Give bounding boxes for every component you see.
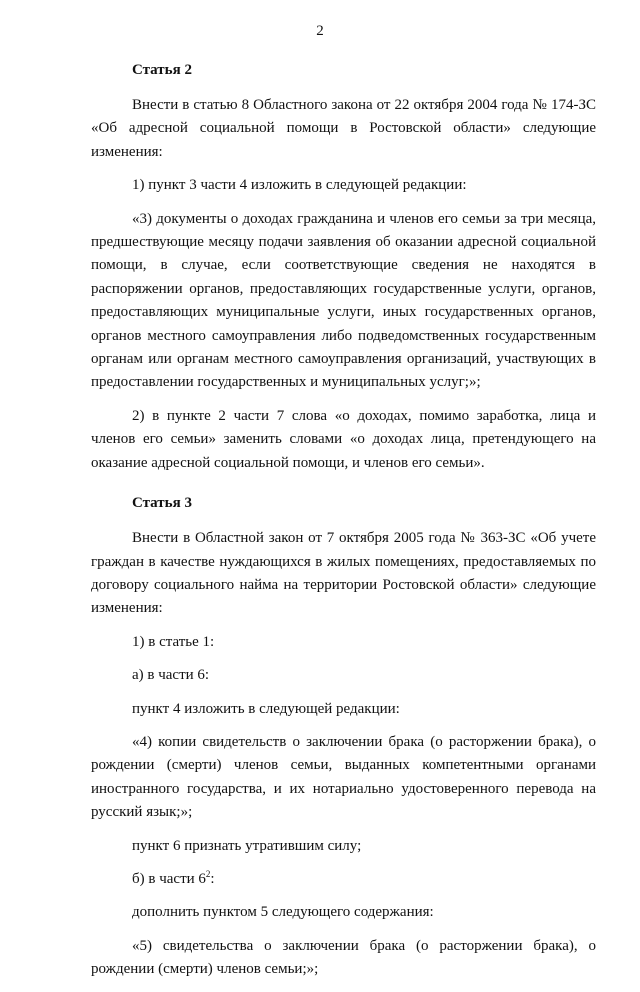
page-number: 2 — [316, 23, 324, 39]
article-3 — [91, 493, 596, 982]
article-2-heading: Статья 2 — [132, 62, 192, 78]
article-3-heading: Статья 3 — [132, 495, 192, 512]
article-3-item-1: 1) в статье 1: — [132, 633, 215, 650]
article-2-intro: Внести в статью 8 Областного закона от 22 октября 2004 года № 174-ЗС «Об адресной социальной помощи в Ростовской области» следующие изменения: — [91, 97, 596, 160]
article-3-sub-a: а) в части 6: — [132, 667, 210, 684]
sub-b-colon: : — [210, 870, 215, 887]
article-2-item-1: 1) пункт 3 части 4 изложить в следующей редакции: — [132, 177, 467, 194]
article-3-quote-5: «5) свидетельства о заключении брака (о расторжении брака), о рождении (смерти) членов семьи;»; — [91, 937, 596, 978]
article-3-intro: Внести в Областной закон от 7 октября 2005 года № 363-ЗС «Об учете граждан в качестве нуждающихся в жилых помещениях, предоставляемых по договору социального найма на территории Ростовской области» следующие изменения: — [91, 530, 596, 617]
article-3-quote-4: «4) копии свидетельств о заключении брака (о расторжении брака), о рождении (смерти) членов семьи, выданных компетентными органами иностранного государства, и их нотариально удостоверенного перевода на русский язык;»; — [91, 733, 596, 821]
article-3-add: дополнить пунктом 5 следующего содержания: — [132, 904, 434, 921]
document-body — [91, 60, 596, 992]
article-2 — [91, 60, 596, 475]
sub-b-superscript: 2 — [205, 868, 211, 879]
article-3-point-6: пункт 6 признать утратившим силу; — [132, 837, 362, 854]
article-3-point-4: пункт 4 изложить в следующей редакции: — [132, 700, 400, 717]
article-3-sub-b — [91, 868, 596, 891]
section-gap — [91, 485, 596, 493]
article-2-item-2: 2) в пункте 2 части 7 слова «о доходах, помимо заработка, лица и членов его семьи» заменить словами «о доходах лица, претендующего на оказание адресной социальной помощи, и членов его семьи». — [91, 407, 596, 471]
article-2-quote-1: «3) документы о доходах гражданина и членов его семьи за три месяца, предшествующие месяцу подачи заявления об оказании адресной социальной помощи, в случае, если соответствующие сведения не находятся в распоряжении органов, предоставляющих государственные услуги, органов, предоставляющих муниципальные услуги, иных государственных органов, органов местного самоуправления либо подведомственных государственным органам или органам местного самоуправления организаций, участвующих в предоставлении государственных и муниципальных услуг;»; — [91, 210, 596, 391]
sub-b-text: б) в части 6 — [132, 870, 206, 887]
